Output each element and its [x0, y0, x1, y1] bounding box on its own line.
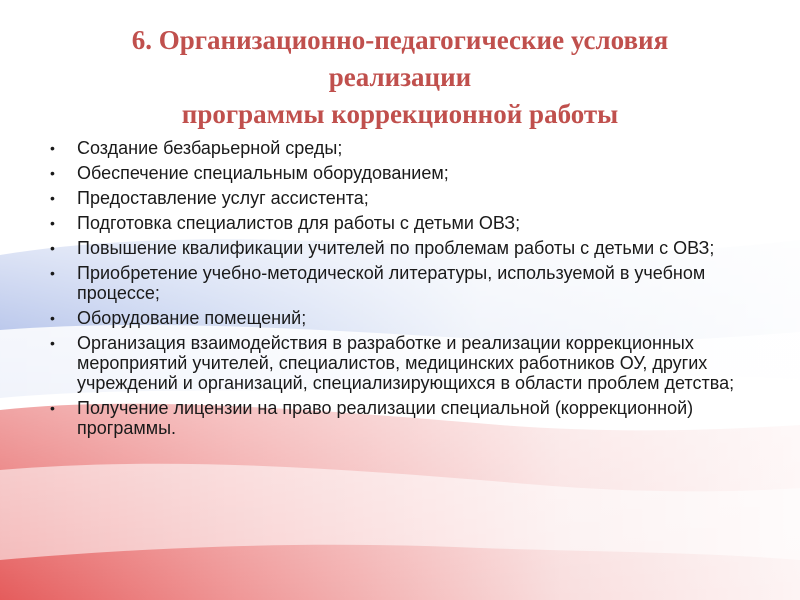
bullet-icon: •: [50, 215, 55, 231]
bullet-icon: •: [50, 240, 55, 256]
bullet-icon: •: [50, 335, 55, 351]
list-item: [46, 238, 746, 258]
list-item: [46, 263, 746, 303]
bullet-icon: •: [50, 165, 55, 181]
list-item: [46, 138, 746, 158]
bullet-icon: •: [50, 310, 55, 326]
slide-title-line: программы коррекционной работы: [181, 99, 619, 129]
list-item-text: Создание безбарьерной среды;: [77, 138, 343, 158]
list-item: [46, 213, 746, 233]
list-item: [46, 188, 746, 208]
list-item: [46, 163, 746, 183]
list-item-text: Получение лицензии на право реализации специальной (коррекционной) программы.: [77, 398, 694, 438]
bullet-icon: •: [50, 140, 55, 156]
conditions-list: [46, 138, 746, 443]
list-item: [46, 333, 746, 393]
bullet-icon: •: [50, 265, 55, 281]
list-item-text: Предоставление услуг ассистента;: [77, 188, 369, 208]
bullet-icon: •: [50, 190, 55, 206]
list-item: [46, 308, 746, 328]
bullet-icon: •: [50, 400, 55, 416]
list-item-text: Повышение квалификации учителей по проблемам работы с детьми с ОВЗ;: [77, 238, 715, 258]
list-item-text: Обеспечение специальным оборудованием;: [77, 163, 449, 183]
list-item-text: Оборудование помещений;: [77, 308, 307, 328]
slide-title-line: реализации: [328, 62, 472, 92]
list-item-text: Организация взаимодействия в разработке и реализации коррекционных мероприятий учителей, специалистов, медицинских работников ОУ, других учреждений и организаций, специализирующихся в области проблем детства;: [77, 333, 735, 393]
list-item-text: Приобретение учебно-методической литературы, используемой в учебном процессе;: [77, 263, 706, 303]
list-item: [46, 398, 746, 438]
list-item-text: Подготовка специалистов для работы с детьми ОВЗ;: [77, 213, 521, 233]
slide-title: [40, 22, 760, 133]
slide-title-line: 6. Организационно-педагогические условия: [131, 25, 669, 55]
